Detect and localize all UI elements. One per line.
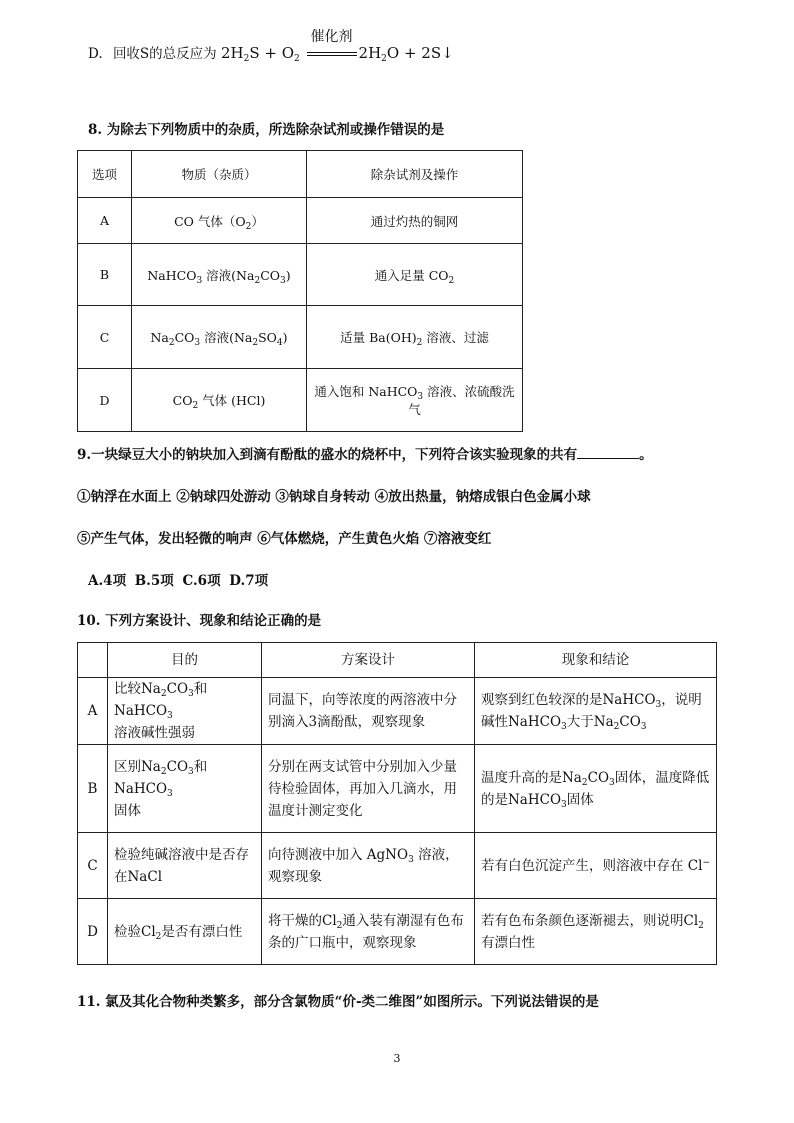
q7d-text: 回收S的总反应为 <box>112 46 217 62</box>
q10-goal-b: 区别$Na_2CO_3$和NaHCO$_3$ 固体 <box>108 745 262 833</box>
q8-substance-b: NaHCO$_3$ 溶液$(Na_2CO_3)$ <box>132 244 307 306</box>
table-row <box>78 198 523 244</box>
q10-goal-c: 检验纯碱溶液中是否存在NaCl <box>108 833 262 899</box>
q10-result-b: 温度升高的是$Na_2CO_3$固体，温度降低的是NaHCO$_3$固体 <box>475 745 717 833</box>
q10-header-design: 方案设计 <box>262 643 475 678</box>
q10-result-d: 若有色布条颜色逐渐褪去，则说明$Cl_2$有漂白性 <box>475 899 717 965</box>
q8-header-substance: 物质（杂质） <box>132 151 307 198</box>
q8-opt-a: A <box>78 198 132 244</box>
q8-header-method: 除杂试剂及操作 <box>307 151 523 198</box>
q8-substance-a: CO 气体$(O_2)$ <box>132 198 307 244</box>
q8-opt-d: D <box>78 369 132 432</box>
q10-design-a: 同温下，向等浓度的两溶液中分别滴入3滴酚酞，观察现象 <box>262 678 475 745</box>
q10-stem: 10. 下列方案设计、现象和结论正确的是 <box>77 613 322 629</box>
q10-table <box>77 642 717 965</box>
q10-opt-a: A <box>78 678 108 745</box>
q8-opt-b: B <box>78 244 132 306</box>
q9-line2: ⑤产生气体，发出轻微的响声 ⑥气体燃烧，产生黄色火焰 ⑦溶液变红 <box>77 531 492 547</box>
table-row <box>78 369 523 432</box>
q8-stem: 8. 为除去下列物质中的杂质，所选除杂试剂或操作错误的是 <box>88 122 445 138</box>
q9-stem <box>77 443 653 463</box>
q8-method-d: 通入饱和 NaHCO$_3$ 溶液、浓硫酸洗气 <box>307 369 523 432</box>
q10-goal-d: 检验$Cl_2$是否有漂白性 <box>108 899 262 965</box>
q11-stem: 11. 氯及其化合物种类繁多，部分含氯物质“价-类二维图”如图所示。下列说法错误的是 <box>77 994 599 1010</box>
q10-opt-c: C <box>78 833 108 899</box>
q10-design-b: 分别在两支试管中分别加入少量待检验固体，再加入几滴水，用温度计测定变化 <box>262 745 475 833</box>
q8-method-b: 通入足量 $CO_2$ <box>307 244 523 306</box>
reaction-equation: $2H_2S + O_2$ 催化剂 $2H_2O$ + 2S↓ <box>221 44 454 62</box>
q8-header-option: 选项 <box>78 151 132 198</box>
table-row <box>78 244 523 306</box>
catalyst-arrow <box>307 29 357 64</box>
q10-header-result: 现象和结论 <box>475 643 717 678</box>
table-row <box>78 833 717 899</box>
q8-method-c: 适量 $Ba(OH)_2$ 溶液、过滤 <box>307 306 523 369</box>
table-row <box>78 306 523 369</box>
q9-stem-text: 9.一块绿豆大小的钠块加入到滴有酚酞的盛水的烧杯中，下列符合该实验现象的共有 <box>77 447 578 463</box>
q10-design-d: 将干燥的$Cl_2$通入装有潮湿有色布条的广口瓶中，观察现象 <box>262 899 475 965</box>
table-row <box>78 899 717 965</box>
q7d-label: D. <box>88 46 103 62</box>
q9-choices: A.4项 B.5项 C.6项 D.7项 <box>88 573 269 589</box>
q10-result-a: 观察到红色较深的是NaHCO$_3$，说明碱性NaHCO$_3$大于$Na_2CO_3$ <box>475 678 717 745</box>
q10-design-c: 向待测液中加入 AgNO$_3$ 溶液，观察现象 <box>262 833 475 899</box>
q9-stem-end: 。 <box>639 447 653 463</box>
q10-header-goal: 目的 <box>108 643 262 678</box>
page-number: 3 <box>393 1052 401 1065</box>
q10-result-c: 若有白色沉淀产生，则溶液中存在 Cl− <box>475 833 717 899</box>
q7-option-d <box>88 29 454 82</box>
table-row <box>78 745 717 833</box>
q10-opt-b: B <box>78 745 108 833</box>
q10-goal-a: 比较$Na_2CO_3$和NaHCO$_3$ 溶液碱性强弱 <box>108 678 262 745</box>
q8-substance-c: $Na_2CO_3$ 溶液$(Na_2SO_4)$ <box>132 306 307 369</box>
q8-substance-d: $CO_2$ 气体 (HCl) <box>132 369 307 432</box>
q10-header-blank <box>78 643 108 678</box>
table-row <box>78 678 717 745</box>
q10-opt-d: D <box>78 899 108 965</box>
q8-table <box>77 150 523 432</box>
answer-blank <box>577 446 639 459</box>
catalyst-label: 催化剂 <box>310 29 353 45</box>
q8-method-a: 通过灼热的铜网 <box>307 198 523 244</box>
q8-opt-c: C <box>78 306 132 369</box>
q9-line1: ①钠浮在水面上 ②钠球四处游动 ③钠球自身转动 ④放出热量，钠熔成银白色金属小球 <box>77 489 591 505</box>
